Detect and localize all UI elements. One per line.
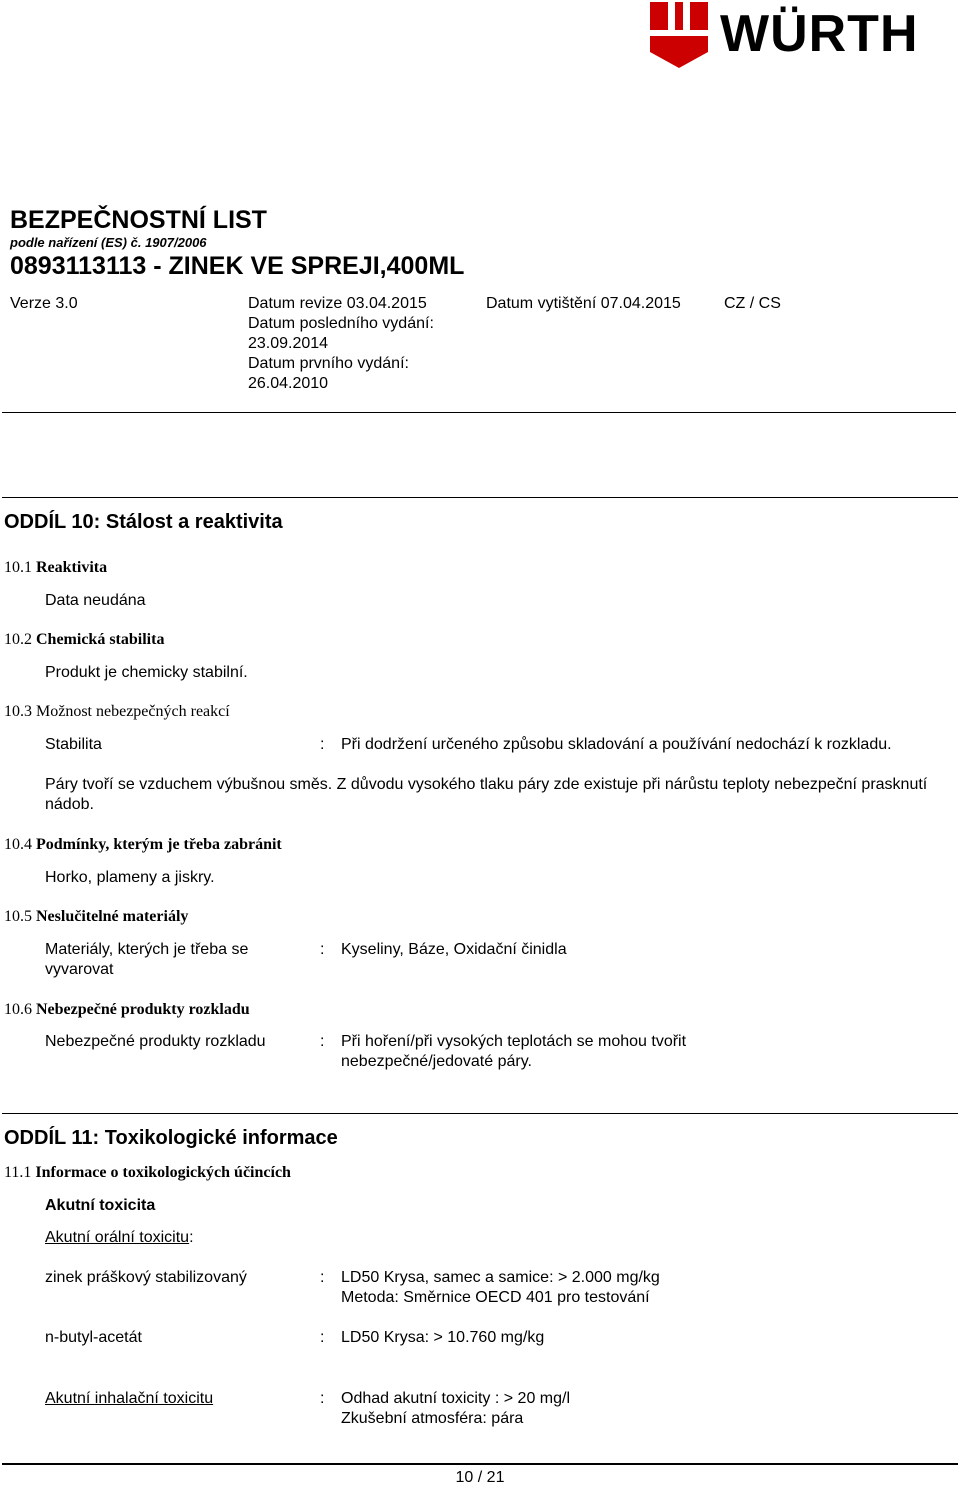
tox-row-colon: :: [320, 1390, 325, 1407]
incompatible-colon: :: [320, 941, 325, 958]
last-issue-date: 23.09.2014: [248, 335, 329, 352]
first-issue-date: 26.04.2010: [248, 375, 329, 392]
acute-inhalation-heading: Akutní inhalační toxicitu: [45, 1390, 214, 1407]
section-10-divider: [2, 497, 958, 498]
decomposition-colon: :: [320, 1033, 325, 1050]
version: Verze 3.0: [10, 295, 78, 312]
tox-row-colon: :: [320, 1329, 325, 1346]
subsection-10-5-title: 10.5 Neslučitelné materiály: [4, 908, 189, 925]
reactivity-text: Data neudána: [45, 592, 146, 609]
page-number: 10 / 21: [455, 1469, 505, 1486]
tox-row-value: LD50 Krysa: > 10.760 mg/kg: [341, 1329, 545, 1346]
stability-label: Stabilita: [45, 736, 102, 753]
wurth-wordmark: WÜRTH: [720, 5, 919, 63]
decomposition-value: Při hoření/při vysokých teplotách se mohou tvořit nebezpečné/jedovaté páry.: [341, 1033, 687, 1070]
conditions-text: Horko, plameny a jiskry.: [45, 869, 215, 886]
tox-row-colon: :: [320, 1269, 325, 1286]
footer-divider: [2, 1463, 958, 1465]
subsection-10-4-title: 10.4 Podmínky, kterým je třeba zabránit: [4, 836, 282, 853]
tox-row-value: LD50 Krysa, samec a samice: > 2.000 mg/kg: [341, 1269, 660, 1286]
first-issue-label: Datum prvního vydání:: [248, 355, 409, 372]
subsection-11-1-title: 11.1 Informace o toxikologických účincích: [4, 1164, 291, 1181]
vapour-note: Páry tvoří se vzduchem výbušnou směs. Z důvodu vysokého tlaku páry zde existuje při nárůstu teploty nebezpeční prasknutí nádob.: [45, 776, 928, 813]
acute-toxicity-heading: Akutní toxicita: [45, 1197, 156, 1214]
subsection-10-6-title: 10.6 Nebezpečné produkty rozkladu: [4, 1001, 250, 1018]
last-issue-label: Datum posledního vydání:: [248, 315, 434, 332]
wurth-emblem: [650, 2, 708, 68]
stability-text: Produkt je chemicky stabilní.: [45, 664, 248, 681]
tox-row-label: zinek práškový stabilizovaný: [45, 1269, 247, 1286]
subsection-10-1-title: 10.1 Reaktivita: [4, 559, 108, 576]
revision-date: Datum revize 03.04.2015: [248, 295, 427, 312]
stability-colon: :: [320, 736, 325, 753]
incompatible-label: Materiály, kterých je třeba se vyvarovat: [45, 941, 249, 978]
header-divider: [2, 412, 956, 413]
incompatible-value: Kyseliny, Báze, Oxidační činidla: [341, 941, 567, 958]
tox-row-method: Metoda: Směrnice OECD 401 pro testování: [341, 1289, 650, 1306]
regulation-note: podle nařízení (ES) č. 1907/2006: [10, 235, 207, 250]
wurth-logo: [648, 0, 960, 70]
tox-row-label: n-butyl-acetát: [45, 1329, 142, 1346]
document-title: BEZPEČNOSTNÍ LIST: [10, 206, 267, 234]
product-name: 0893113113 - ZINEK VE SPREJI,400ML: [10, 252, 465, 280]
section-11-divider: [2, 1113, 958, 1114]
decomposition-label: Nebezpečné produkty rozkladu: [45, 1033, 266, 1050]
print-date: Datum vytištění 07.04.2015: [486, 295, 681, 312]
country-language: CZ / CS: [724, 295, 781, 312]
subsection-10-3-title: 10.3 Možnost nebezpečných reakcí: [4, 703, 230, 720]
tox-row-atmosphere: Zkušební atmosféra: pára: [341, 1410, 524, 1427]
subsection-10-2-title: 10.2 Chemická stabilita: [4, 631, 165, 648]
stability-value: Při dodržení určeného způsobu skladování a používání nedochází k rozkladu.: [341, 736, 892, 753]
tox-row-value: Odhad akutní toxicity : > 20 mg/l: [341, 1390, 571, 1407]
section-11-title: ODDÍL 11: Toxikologické informace: [4, 1127, 338, 1149]
acute-oral-heading: Akutní orální toxicitu:: [45, 1229, 194, 1246]
section-10-title: ODDÍL 10: Stálost a reaktivita: [4, 511, 283, 533]
